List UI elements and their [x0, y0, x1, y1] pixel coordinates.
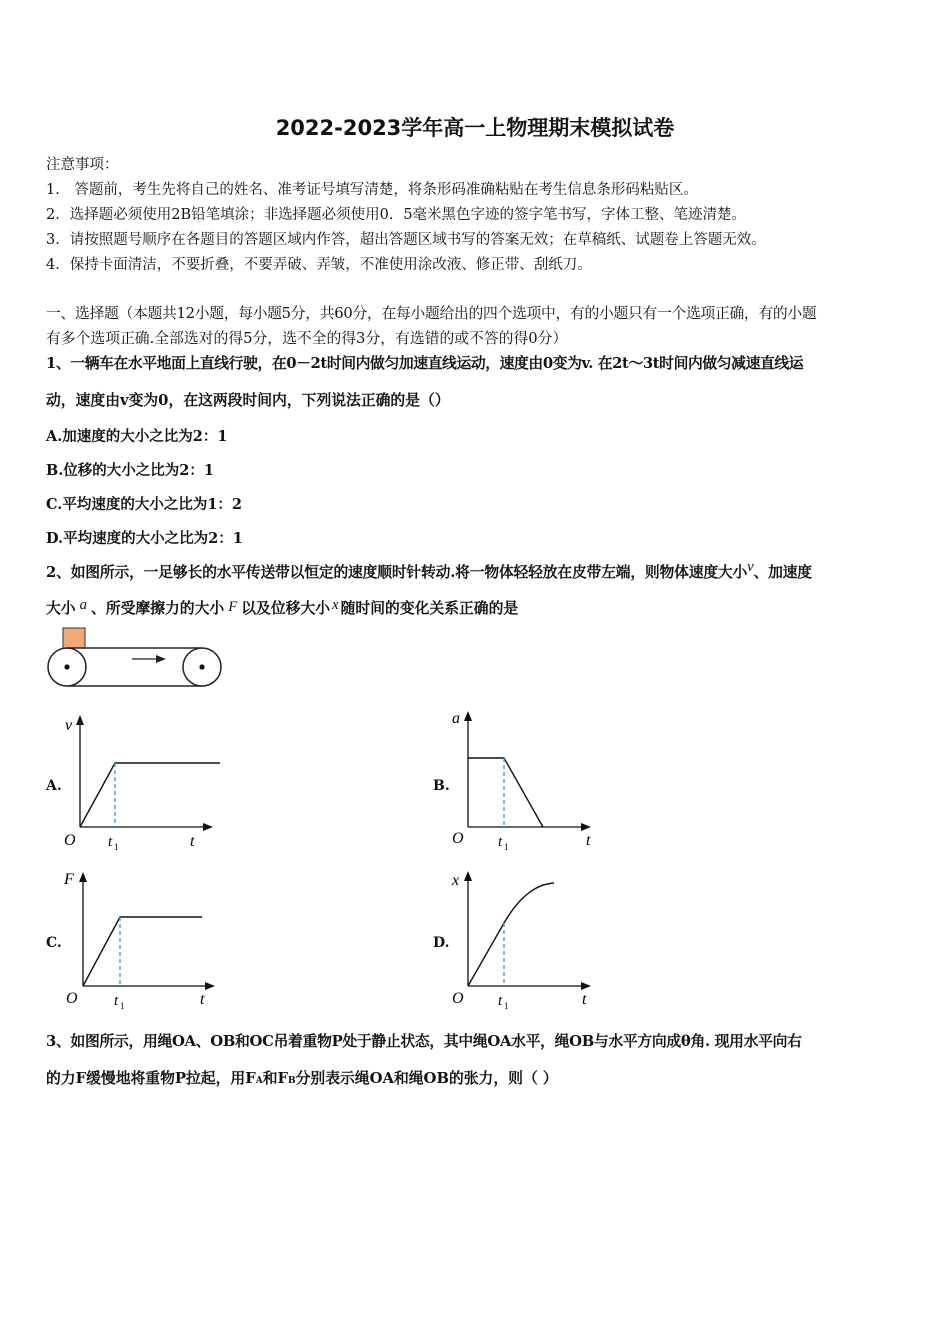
q1-option-d: D.平均速度的大小之比为2：1 [46, 530, 243, 547]
y-label: a [452, 710, 460, 727]
notice-item: 1． 答题前，考生先将自己的姓名、准考证号填写清楚，将条形码准确粘贴在考生信息条形码粘贴区。 [46, 182, 698, 198]
t1-sub: 1 [504, 842, 509, 852]
graph-d-label: D. [433, 935, 450, 951]
conveyor-belt-figure [44, 625, 226, 691]
q1-stem-line1: 1、一辆车在水平地面上直线行驶，在0－2t时间内做匀加速直线运动，速度由0变为v. 在2t～3t时间内做匀减速直线运 [46, 355, 804, 372]
y-label: x [452, 872, 460, 889]
right-axle [199, 664, 204, 669]
origin-label: O [452, 990, 464, 1007]
x-label: t [200, 991, 205, 1008]
graph-a [58, 710, 228, 855]
section-heading-line2: 有多个选项正确.全部选对的得5分，选不全的得3分，有选错的或不答的得0分） [46, 330, 568, 347]
x-label: t [586, 832, 591, 849]
t1-label: t [108, 834, 113, 850]
x-label: t [190, 833, 195, 850]
q1-option-b: B.位移的大小之比为2：1 [46, 462, 214, 479]
graph-b [446, 706, 606, 856]
graph-b-label: B. [433, 778, 450, 794]
notice-item: 3．请按照题号顺序在各题目的答题区域内作答，超出答题区域书写的答案无效；在草稿纸、试题卷上答题无效。 [46, 232, 766, 248]
v-curve [80, 763, 220, 827]
y-label: F [64, 871, 74, 888]
graph-a-label: A. [46, 778, 62, 794]
origin-label: O [64, 832, 76, 849]
y-label: v [65, 717, 73, 734]
a-curve [468, 758, 543, 827]
notice-item: 4．保持卡面清洁，不要折叠，不要弄破、弄皱，不准使用涂改液、修正带、刮纸刀。 [46, 257, 592, 273]
t1-sub: 1 [120, 1001, 125, 1011]
q2-stem-line1: 2、如图所示，一足够长的水平传送带以恒定的速度顺时针转动.将一物体轻轻放在皮带左端，则物体速度大小v、加速度 [46, 559, 812, 581]
notice-heading: 注意事项： [46, 157, 119, 173]
q3-stem-line1: 3、如图所示，用绳OA、OB和OC吊着重物P处于静止状态，其中绳OA水平，绳OB与水平方向成θ角. 现用水平向右 [46, 1033, 802, 1050]
F-curve [83, 917, 202, 986]
var-x: x [332, 597, 339, 613]
q2-stem-line2: 大小 a 、所受摩擦力的大小 F 以及位移大小 x 随时间的变化关系正确的是 [46, 597, 519, 617]
t1-label: t [498, 993, 503, 1009]
left-axle [64, 664, 69, 669]
graph-c [62, 865, 232, 1013]
graph-d [446, 866, 606, 1014]
origin-label: O [66, 990, 78, 1007]
notice-item: 2．选择题必须使用2B铅笔填涂；非选择题必须使用0．5毫米黑色字迹的签字笔书写，字体工整、笔迹清楚。 [46, 207, 747, 223]
block [63, 628, 85, 648]
var-F: F [228, 599, 238, 615]
section-heading-line1: 一、选择题（本题共12小题，每小题5分，共60分，在每小题给出的四个选项中，有的小题只有一个选项正确，有的小题 [46, 305, 817, 322]
q1-option-c: C.平均速度的大小之比为1：2 [46, 496, 243, 513]
var-a: a [79, 597, 88, 613]
x-curve [468, 883, 554, 986]
var-v: v [747, 559, 754, 575]
t1-label: t [498, 834, 503, 850]
page-title: 2022-2023学年高一上物理期末模拟试卷 [275, 116, 675, 140]
q1-stem-line2: 动，速度由v变为0，在这两段时间内，下列说法正确的是（） [46, 392, 450, 409]
sub-A: A [255, 1076, 263, 1086]
t1-sub: 1 [504, 1001, 509, 1011]
arrow-head [156, 655, 166, 663]
sub-B: B [288, 1076, 296, 1086]
graph-c-label: C. [46, 935, 62, 951]
q1-option-a: A.加速度的大小之比为2：1 [46, 428, 228, 445]
q3-stem-line2: 的力F缓慢地将重物P拉起，用FA和FB分别表示绳OA和绳OB的张力，则（ ） [46, 1070, 558, 1087]
origin-label: O [452, 830, 464, 847]
x-label: t [582, 991, 587, 1008]
t1-label: t [114, 993, 119, 1009]
t1-sub: 1 [114, 842, 119, 852]
